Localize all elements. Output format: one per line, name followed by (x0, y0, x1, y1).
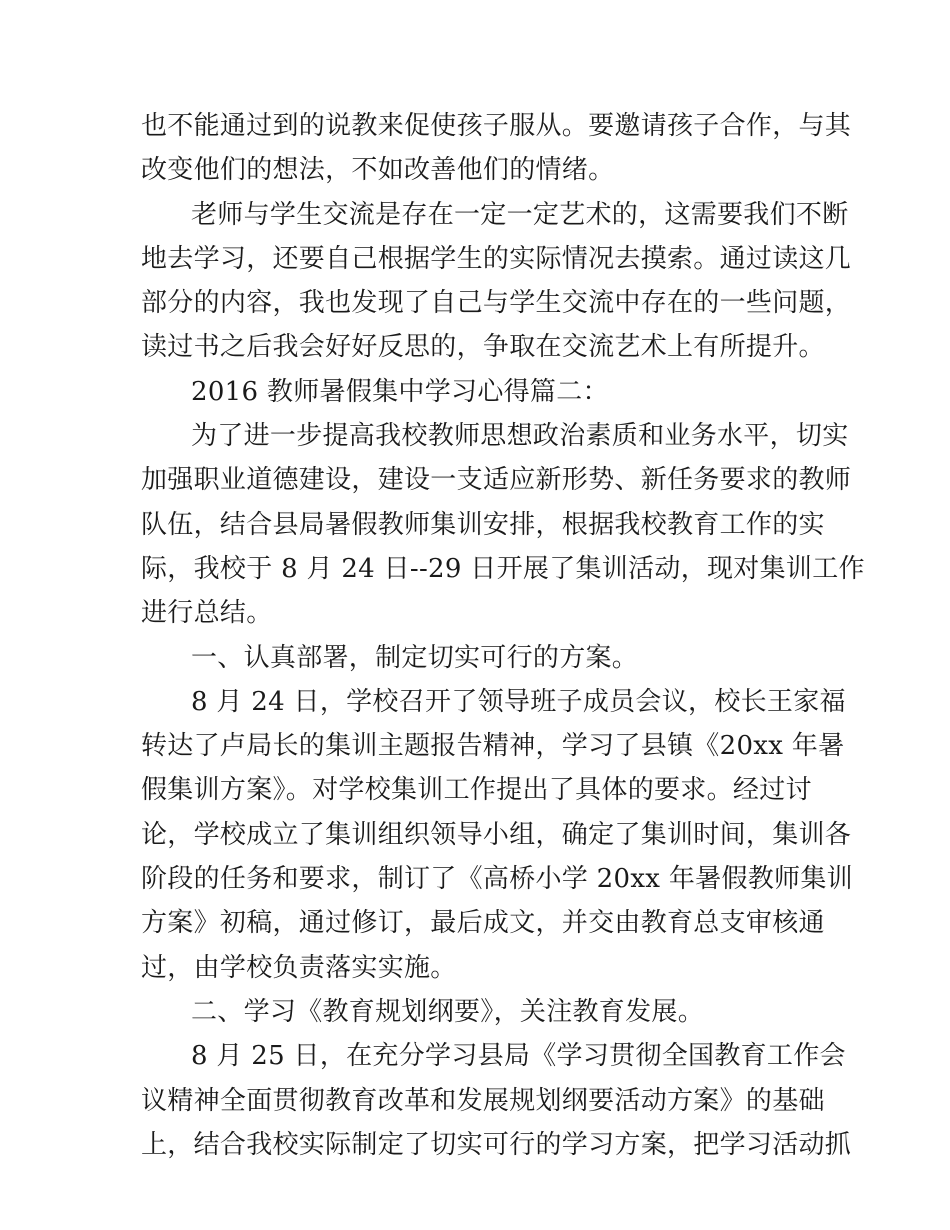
text-line: 方案》初稿，通过修订，最后成文，并交由教育总支审核通 (141, 908, 825, 939)
text-line: 8 月 25 日，在充分学习县局《学习贯彻全国教育工作会 (191, 1041, 846, 1072)
text-line: 部分的内容，我也发现了自己与学生交流中存在的一些问题， (141, 288, 852, 319)
text-line: 上，结合我校实际制定了切实可行的学习方案，把学习活动抓 (141, 1129, 852, 1160)
text-line: 队伍，结合县局暑假教师集训安排，根据我校教育工作的实 (141, 509, 825, 540)
text-line: 2016 教师暑假集中学习心得篇二： (191, 376, 609, 407)
text-line: 二、学习《教育规划纲要》，关注教育发展。 (191, 996, 705, 1027)
document-body (141, 104, 865, 1167)
text-line: 改变他们的想法，不如改善他们的情绪。 (141, 155, 615, 186)
text-line: 假集训方案》。对学校集训工作提出了具体的要求。经过讨 (141, 775, 812, 806)
text-line: 也不能通过到的说教来促使孩子服从。要邀请孩子合作，与其 (141, 111, 852, 141)
text-line: 为了进一步提高我校教师思想政治素质和业务水平，切实 (191, 421, 849, 452)
text-line: 8 月 24 日，学校召开了领导班子成员会议，校长王家福 (191, 686, 846, 717)
text-line: 论，学校成立了集训组织领导小组，确定了集训时间，集训各 (141, 819, 852, 850)
text-line: 一、认真部署，制定切实可行的方案。 (191, 642, 639, 673)
text-line: 进行总结。 (141, 598, 273, 629)
text-line: 阶段的任务和要求，制订了《高桥小学 20xx 年暑假教师集训 (141, 864, 853, 895)
text-line: 读过书之后我会好好反思的，争取在交流艺术上有所提升。 (141, 332, 825, 363)
text-line: 过，由学校负责落实实施。 (141, 952, 457, 983)
text-line: 转达了卢局长的集训主题报告精神，学习了县镇《20xx 年暑 (141, 731, 845, 762)
text-line: 加强职业道德建设，建设一支适应新形势、新任务要求的教师 (141, 465, 852, 496)
text-line: 议精神全面贯彻教育改革和发展规划纲要活动方案》的基础 (141, 1085, 825, 1116)
text-line: 地去学习，还要自己根据学生的实际情况去摸索。通过读这几 (141, 243, 852, 274)
text-line: 老师与学生交流是存在一定一定艺术的，这需要我们不断 (191, 199, 849, 230)
text-line: 际，我校于 8 月 24 日--29 日开展了集训活动，现对集训工作 (141, 553, 865, 584)
